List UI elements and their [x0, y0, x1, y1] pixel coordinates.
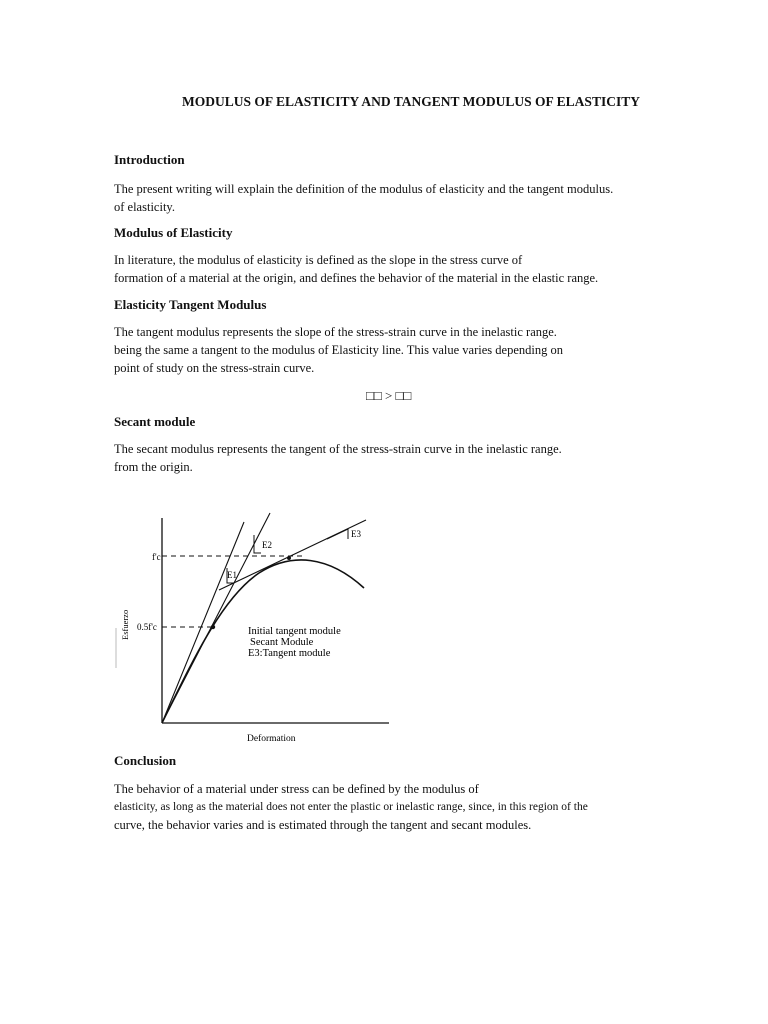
tangent-point [287, 556, 291, 560]
legend-secant: Secant Module [250, 637, 314, 648]
x-axis-label: Deformation [247, 734, 296, 744]
paragraph-line: The secant modulus represents the tangent of the stress-strain curve in the inelastic range. [114, 442, 562, 456]
y-axis-label: Esfuerzo [120, 609, 130, 640]
e3-triangle [327, 529, 348, 539]
half-stress-point [211, 625, 215, 629]
paragraph-line: formation of a material at the origin, and defines the behavior of the material in the elastic range. [114, 271, 599, 285]
paragraph-line: of elasticity. [114, 200, 175, 214]
ytick-top: f'c [152, 552, 161, 562]
legend-tangent: E3:Tangent module [248, 648, 331, 659]
e1-label: E1 [227, 570, 237, 580]
paragraph-modulus-of-elasticity [114, 251, 598, 287]
initial-tangent-line [162, 522, 244, 723]
paragraph-introduction [114, 180, 613, 216]
paragraph-line: curve, the behavior varies and is estimated through the tangent and secant modules. [114, 818, 532, 832]
paragraph-secant-module [114, 440, 562, 476]
paragraph-line: The present writing will explain the definition of the modulus of elasticity and the tangent modulus. [114, 182, 614, 196]
paragraph-line: The behavior of a material under stress can be defined by the modulus of [114, 782, 479, 796]
paragraph-conclusion [114, 780, 588, 834]
heading-tangent-modulus: Elasticity Tangent Modulus [114, 297, 267, 312]
page-title: MODULUS OF ELASTICITY AND TANGENT MODULUS OF ELASTICITY [182, 94, 640, 109]
stress-strain-figure [114, 508, 394, 744]
paragraph-line: The tangent modulus represents the slope of the stress-strain curve in the inelastic range. [114, 325, 557, 339]
e2-label: E2 [262, 540, 272, 550]
paragraph-tangent-modulus [114, 323, 563, 377]
heading-modulus-of-elasticity: Modulus of Elasticity [114, 225, 233, 240]
paragraph-line: elasticity, as long as the material does not enter the plastic or inelastic range, since, in this region of the [114, 801, 588, 813]
legend-initial-tangent: Initial tangent module [248, 626, 341, 637]
heading-conclusion: Conclusion [114, 753, 177, 768]
paragraph-line: from the origin. [114, 460, 193, 474]
paragraph-line: being the same a tangent to the modulus of Elasticity line. This value varies depending on [114, 343, 563, 357]
heading-secant-module: Secant module [114, 414, 196, 429]
paragraph-line: In literature, the modulus of elasticity is defined as the slope in the stress curve of [114, 253, 523, 267]
e3-label: E3 [351, 529, 361, 539]
heading-introduction: Introduction [114, 152, 185, 167]
ytick-mid: 0.5f'c [137, 622, 157, 632]
paragraph-line: point of study on the stress-strain curve. [114, 361, 315, 375]
formula: □□ > □□ [366, 388, 412, 403]
